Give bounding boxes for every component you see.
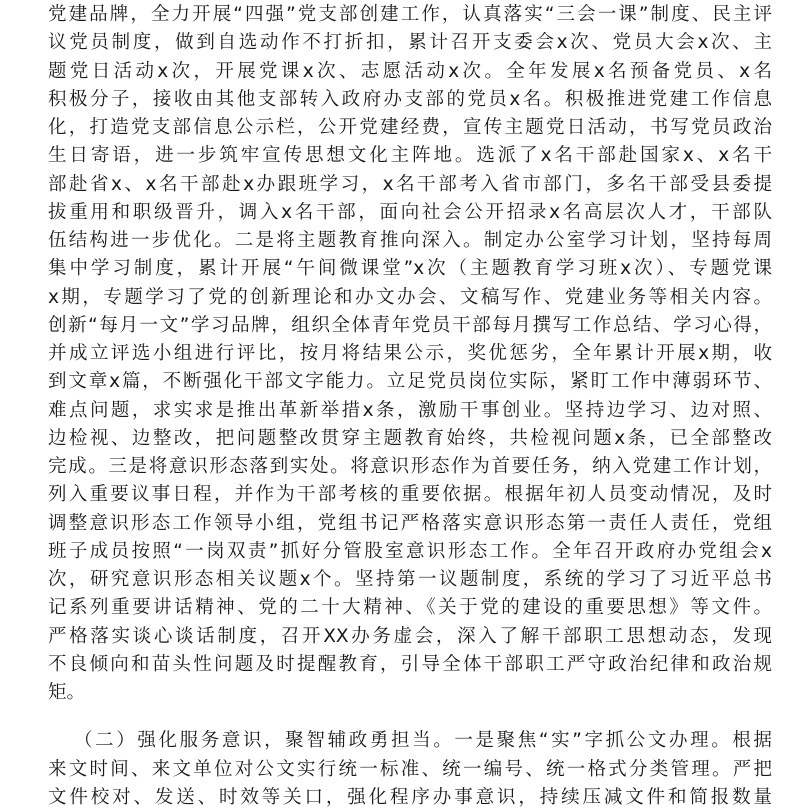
text-line: 伍结构进一步优化。二是将主题教育推向深入。制定办公室学习计划，坚持每周	[48, 230, 772, 251]
text-line: 边检视、边整改，把问题整改贯穿主题教育始终，共检视问题x条，已全部整改	[48, 427, 772, 449]
text-line: 题党日活动x次，开展党课x次、志愿活动x次。全年发展x名预备党员、x名	[48, 60, 772, 82]
text-line: 集中学习制度，累计开展“午间微课堂”x次（主题教育学习班x次）、专题党课	[48, 258, 772, 280]
text-line: 矩。	[48, 682, 86, 703]
paragraph-spacer	[48, 707, 772, 727]
text-line: 难点问题，求实求是推出革新举措x条，激励干事创业。坚持边学习、边对照、	[48, 399, 772, 421]
text-line: 文件校对、发送、时效等关口，强化程序办事意识，持续压减文件和简报数量	[48, 786, 772, 808]
text-line: 次，研究意识形态相关议题x个。坚持第一议题制度，系统的学习了习近平总书	[48, 569, 772, 590]
paragraph-party-building	[48, 1, 772, 707]
text-line: 积极分子，接收由其他支部转入政府办支部的党员x名。积极推进党建工作信息	[48, 88, 772, 110]
text-line: 班子成员按照“一岗双责”抓好分管股室意识形态工作。全年召开政府办党组会x	[48, 540, 772, 562]
text-line: 党建品牌，全力开展“四强”党支部创建工作，认真落实“三会一课”制度、民主评	[48, 4, 772, 25]
text-line: 生日寄语，进一步筑牢宣传思想文化主阵地。选派了x名干部赴国家x、x名干	[48, 145, 772, 167]
paragraph-service-awareness	[48, 727, 772, 812]
section-heading-line: （二）强化服务意识，聚智辅政勇担当。一是聚焦“实”字抓公文办理。根据	[74, 730, 772, 752]
text-line: 议党员制度，做到自选动作不打折扣，累计召开支委会x次、党员大会x次、主	[48, 32, 772, 54]
text-line: 调整意识形态工作领导小组，党组书记严格落实意识形态第一责任人责任，党组	[48, 512, 772, 534]
text-line: 部赴省x、x名干部赴x办跟班学习，x名干部考入省市部门，多名干部受县委提	[48, 173, 772, 195]
document-body	[48, 1, 772, 812]
text-line: x期，专题学习了党的创新理论和办文办会、文稿写作、党建业务等相关内容。	[48, 286, 772, 308]
text-line: 创新“每月一文”学习品牌，组织全体青年党员干部每月撰写工作总结、学习心得，	[48, 314, 772, 336]
text-line: 拔重用和职级晋升，调入x名干部，面向社会公开招录x名高层次人才，干部队	[48, 201, 772, 223]
text-line: 记系列重要讲话精神、党的二十大精神、《关于党的建设的重要思想》等文件。	[48, 597, 772, 619]
text-line: 并成立评选小组进行评比，按月将结果公示，奖优惩劣，全年累计开展x期，收	[48, 343, 772, 364]
text-line: 列入重要议事日程，并作为干部考核的重要依据。根据年初人员变动情况，及时	[48, 484, 772, 506]
text-line: 严格落实谈心谈话制度，召开XX办务虚会，深入了解干部职工思想动态，发现	[48, 625, 772, 647]
text-line: 完成。三是将意识形态落到实处。将意识形态作为首要任务，纳入党建工作计划，	[48, 456, 772, 477]
text-line: 到文章x篇，不断强化干部文字能力。立足党员岗位实际，紧盯工作中薄弱环节、	[48, 371, 772, 393]
text-line: 不良倾向和苗头性问题及时提醒教育，引导全体干部职工严守政治纪律和政治规	[48, 653, 772, 675]
text-line: 化，打造党支部信息公示栏，公开党建经费，宣传主题党日活动，书写党员政治	[48, 117, 772, 138]
text-line: 来文时间、来文单位对公文实行统一标准、统一编号、统一格式分类管理。严把	[48, 758, 772, 780]
